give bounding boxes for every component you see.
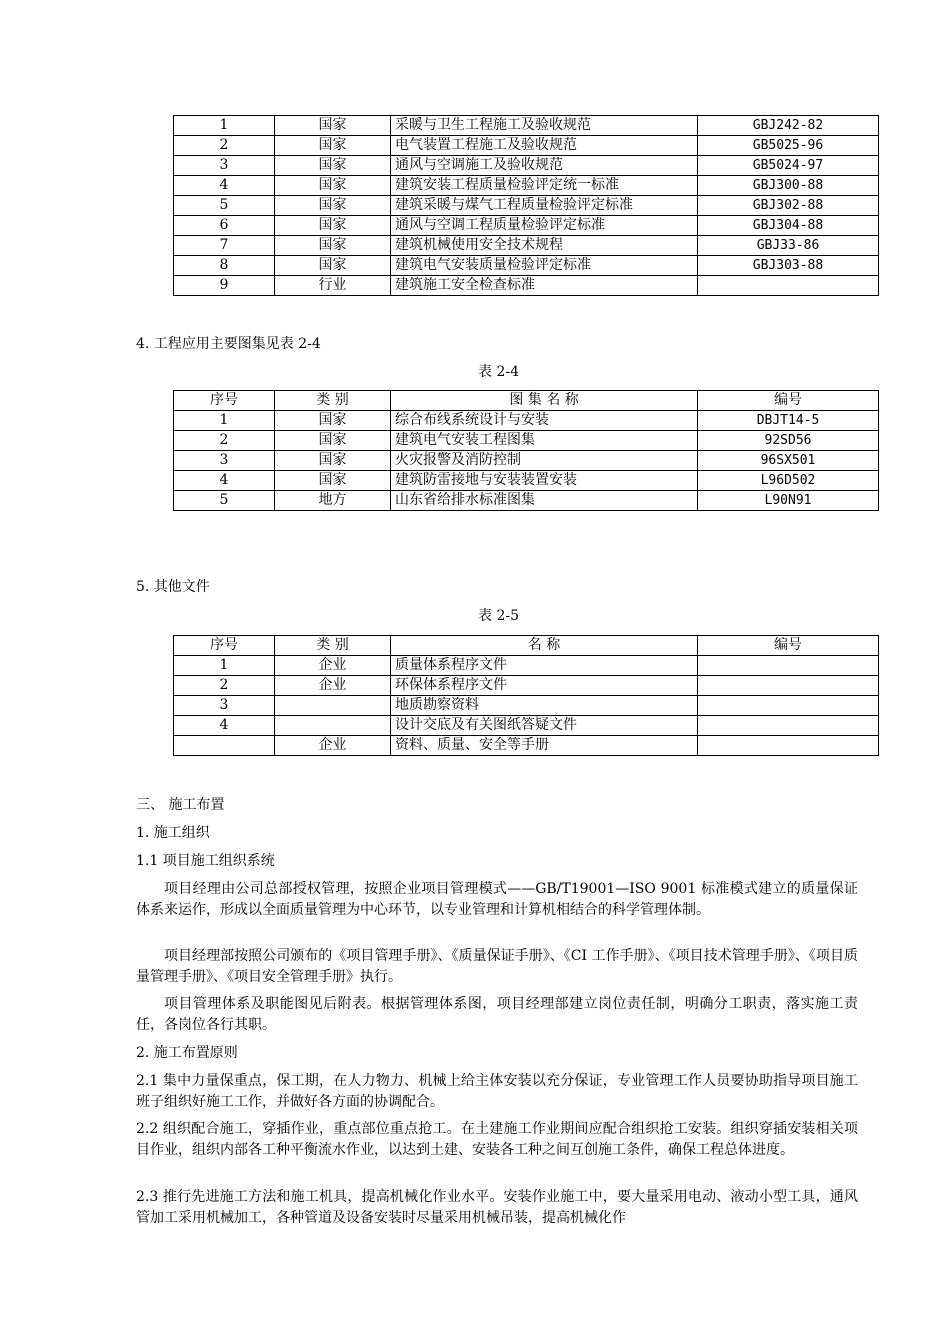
row-title: 建筑施工安全检查标准 xyxy=(391,276,698,296)
row-index: 7 xyxy=(174,236,275,256)
row-title: 建筑电气安装工程图集 xyxy=(391,431,698,451)
row-category: 地方 xyxy=(275,491,391,511)
row-category: 国家 xyxy=(275,156,391,176)
row-category: 行业 xyxy=(275,276,391,296)
row-index: 2 xyxy=(174,136,275,156)
table-header-row xyxy=(174,636,879,656)
row-category: 国家 xyxy=(275,431,391,451)
row-title: 建筑采暖与煤气工程质量检验评定标准 xyxy=(391,196,698,216)
row-title: 资料、质量、安全等手册 xyxy=(391,736,698,756)
row-index: 3 xyxy=(174,156,275,176)
header-title: 名 称 xyxy=(391,636,698,656)
heading-2: 2. 施工布置原则 xyxy=(136,1045,238,1061)
table-row xyxy=(174,656,879,676)
row-title: 建筑安装工程质量检验评定统一标准 xyxy=(391,176,698,196)
row-index: 1 xyxy=(174,116,275,136)
table-row xyxy=(174,236,879,256)
row-code: DBJT14-5 xyxy=(698,411,879,431)
part-3-heading: 三、 施工布置 xyxy=(136,797,225,813)
row-category: 国家 xyxy=(275,136,391,156)
row-index: 3 xyxy=(174,696,275,716)
table-row xyxy=(174,736,879,756)
row-category: 国家 xyxy=(275,411,391,431)
row-title: 设计交底及有关图纸答疑文件 xyxy=(391,716,698,736)
row-category: 国家 xyxy=(275,236,391,256)
row-title: 综合布线系统设计与安装 xyxy=(391,411,698,431)
row-code xyxy=(698,656,879,676)
table-header-row xyxy=(174,391,879,411)
paragraph-2-2: 2.2 组织配合施工，穿插作业，重点部位重点抢工。在土建施工作业期间应配合组织抢工安装。组织穿插安装相关项目作业，组织内部各工种平衡流水作业，以达到土建、安装各工种之间互创施工条件，确保工程总体进度。 xyxy=(136,1121,858,1158)
row-index: 1 xyxy=(174,411,275,431)
heading-1: 1. 施工组织 xyxy=(136,825,210,841)
row-code: GBJ303-88 xyxy=(698,256,879,276)
row-category: 国家 xyxy=(275,256,391,276)
table-row xyxy=(174,676,879,696)
row-index: 4 xyxy=(174,471,275,491)
table-2-4-caption: 表 2-4 xyxy=(478,364,519,380)
header-index: 序号 xyxy=(174,636,275,656)
row-category: 国家 xyxy=(275,116,391,136)
row-title: 地质勘察资料 xyxy=(391,696,698,716)
row-code: GB5025-96 xyxy=(698,136,879,156)
table-row xyxy=(174,276,879,296)
row-category xyxy=(275,716,391,736)
row-title: 电气装置工程施工及验收规范 xyxy=(391,136,698,156)
row-title: 火灾报警及消防控制 xyxy=(391,451,698,471)
row-code xyxy=(698,276,879,296)
row-index: 4 xyxy=(174,176,275,196)
row-code xyxy=(698,696,879,716)
row-category: 国家 xyxy=(275,176,391,196)
row-code xyxy=(698,676,879,696)
row-index xyxy=(174,736,275,756)
row-index: 9 xyxy=(174,276,275,296)
row-category: 国家 xyxy=(275,451,391,471)
row-code xyxy=(698,716,879,736)
row-category: 国家 xyxy=(275,196,391,216)
table-row xyxy=(174,451,879,471)
table-row xyxy=(174,196,879,216)
row-index: 4 xyxy=(174,716,275,736)
row-title: 质量体系程序文件 xyxy=(391,656,698,676)
header-category: 类 别 xyxy=(275,391,391,411)
paragraph-manuals: 项目经理部按照公司颁布的《项目管理手册》、《质量保证手册》、《CI 工作手册》、《项目技术管理手册》、《项目质量管理手册》、《项目安全管理手册》执行。 xyxy=(136,948,858,985)
row-code: GBJ33-86 xyxy=(698,236,879,256)
row-category: 国家 xyxy=(275,471,391,491)
row-index: 5 xyxy=(174,491,275,511)
paragraph-2-3: 2.3 推行先进施工方法和施工机具，提高机械化作业水平。安装作业施工中，要大量采用电动、液动小型工具，通风管加工采用机械加工，各种管道及设备安装时尽量采用机械吊装，提高机械化作 xyxy=(136,1189,858,1226)
table-row xyxy=(174,491,879,511)
table-row xyxy=(174,116,879,136)
row-code: GBJ304-88 xyxy=(698,216,879,236)
row-index: 2 xyxy=(174,431,275,451)
table-2-5-caption: 表 2-5 xyxy=(478,608,519,624)
row-code: GBJ300-88 xyxy=(698,176,879,196)
row-code: 96SX501 xyxy=(698,451,879,471)
row-category: 企业 xyxy=(275,676,391,696)
row-index: 3 xyxy=(174,451,275,471)
table-row xyxy=(174,411,879,431)
table-row xyxy=(174,431,879,451)
row-title: 建筑防雷接地与安装装置安装 xyxy=(391,471,698,491)
table-row xyxy=(174,216,879,236)
row-title: 通风与空调工程质量检验评定标准 xyxy=(391,216,698,236)
header-code: 编号 xyxy=(698,636,879,656)
row-title: 建筑电气安装质量检验评定标准 xyxy=(391,256,698,276)
row-category: 国家 xyxy=(275,216,391,236)
row-title: 山东省给排水标准图集 xyxy=(391,491,698,511)
header-category: 类 别 xyxy=(275,636,391,656)
row-code: GB5024-97 xyxy=(698,156,879,176)
paragraph-2-1: 2.1 集中力量保重点，保工期，在人力物力、机械上给主体安装以充分保证，专业管理工作人员要协助指导项目施工班子组织好施工工作，并做好各方面的协调配合。 xyxy=(136,1073,858,1110)
row-index: 5 xyxy=(174,196,275,216)
row-title: 建筑机械使用安全技术规程 xyxy=(391,236,698,256)
header-title: 图 集 名 称 xyxy=(391,391,698,411)
table-row xyxy=(174,176,879,196)
table-row xyxy=(174,696,879,716)
row-title: 通风与空调施工及验收规范 xyxy=(391,156,698,176)
row-category xyxy=(275,696,391,716)
row-index: 1 xyxy=(174,656,275,676)
row-code: L96D502 xyxy=(698,471,879,491)
table-row xyxy=(174,471,879,491)
table-row xyxy=(174,256,879,276)
table-row xyxy=(174,136,879,156)
row-code xyxy=(698,736,879,756)
row-code: 92SD56 xyxy=(698,431,879,451)
section-5-heading: 5. 其他文件 xyxy=(136,579,210,595)
row-index: 2 xyxy=(174,676,275,696)
row-code: L90N91 xyxy=(698,491,879,511)
row-index: 6 xyxy=(174,216,275,236)
standards-table xyxy=(173,115,879,296)
row-code: GBJ302-88 xyxy=(698,196,879,216)
table-row xyxy=(174,716,879,736)
row-index: 8 xyxy=(174,256,275,276)
row-title: 采暖与卫生工程施工及验收规范 xyxy=(391,116,698,136)
header-index: 序号 xyxy=(174,391,275,411)
row-category: 企业 xyxy=(275,736,391,756)
header-code: 编号 xyxy=(698,391,879,411)
heading-1-1: 1.1 项目施工组织系统 xyxy=(136,853,275,869)
row-code: GBJ242-82 xyxy=(698,116,879,136)
row-category: 企业 xyxy=(275,656,391,676)
paragraph-responsibility: 项目管理体系及职能图见后附表。根据管理体系图，项目经理部建立岗位责任制，明确分工职责，落实施工责任，各岗位各行其职。 xyxy=(136,996,858,1033)
paragraph-org-system: 项目经理由公司总部授权管理，按照企业项目管理模式——GB/T19001—ISO 9001 标准模式建立的质量保证体系来运作，形成以全面质量管理为中心环节，以专业管理和计算机相结合的科学管理体制。 xyxy=(136,881,858,918)
table-row xyxy=(174,156,879,176)
other-docs-table xyxy=(173,635,879,756)
section-4-heading: 4. 工程应用主要图集见表 2-4 xyxy=(136,336,321,352)
row-title: 环保体系程序文件 xyxy=(391,676,698,696)
atlas-table xyxy=(173,390,879,511)
